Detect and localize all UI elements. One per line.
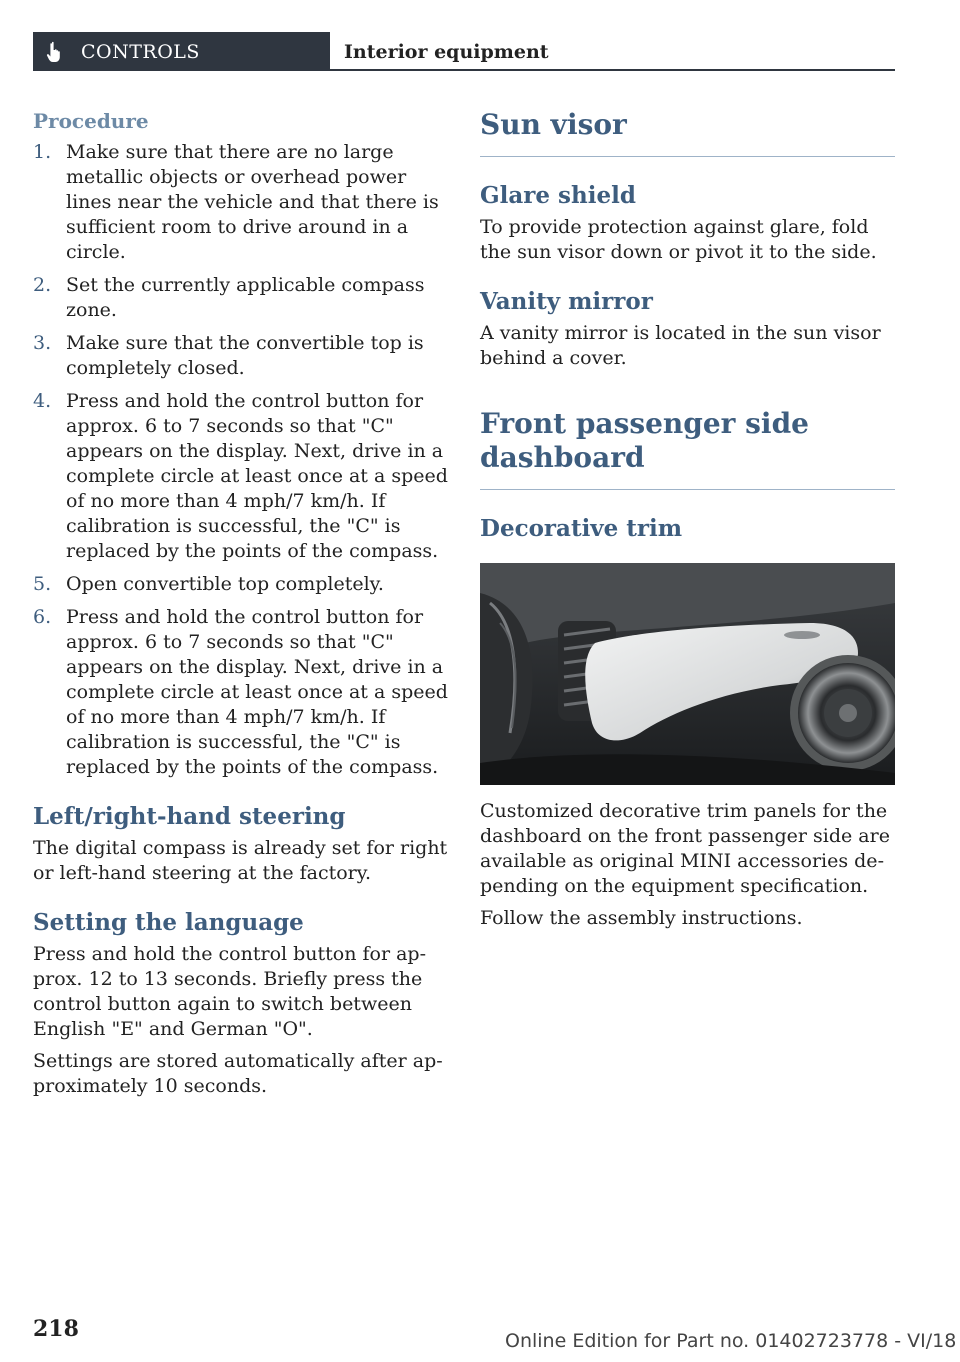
procedure-heading: Procedure (33, 109, 149, 133)
dashboard-heading: Front passenger side dashboard (480, 407, 809, 474)
sun-visor-heading: Sun visor (480, 108, 627, 141)
hand-pointer-icon (43, 41, 65, 63)
header-title-area (330, 32, 895, 71)
vanity-mirror-heading: Vanity mirror (480, 288, 653, 315)
header-section-label: CONTROLS (81, 40, 200, 63)
procedure-steps (33, 140, 448, 780)
decorative-trim-text-1: Customized decorative trim panels for the dashboard on the front passenger side are available as original MINI accessories depending on the equipment specification. (480, 800, 890, 897)
section-divider (480, 489, 895, 490)
header-title: Interior equipment (344, 40, 549, 63)
language-text-1: Press and hold the control button for approx. 12 to 13 seconds. Briefly press the control button again to switch between English "E" and German "O". (33, 943, 427, 1040)
vanity-mirror-text: A vanity mirror is located in the sun visor behind a cover. (480, 322, 881, 369)
step-text: Press and hold the control button for approx. 6 to 7 seconds so that "C" appears on the display. Next, drive in a complete circle at least once at a speed of no more than 4 mph/7 km/h. If calibration is successful, the "C" is replaced by the points of the compass. (66, 606, 448, 778)
footer-edition: Online Edition for Part no. 01402723778 - VI/18 (505, 1330, 957, 1352)
step-text: Press and hold the control button for approx. 6 to 7 seconds so that "C" appears on the display. Next, drive in a complete circle at least once at a speed of no more than 4 mph/7 km/h. If calibration is successful, the "C" is replaced by the points of the compass. (66, 390, 448, 562)
procedure-step (33, 389, 448, 564)
glare-shield-heading: Glare shield (480, 182, 636, 209)
procedure-step (33, 572, 448, 597)
right-column (480, 108, 895, 931)
section-divider (480, 156, 895, 157)
dashboard-trim-photo (480, 563, 895, 785)
procedure-step (33, 273, 448, 323)
step-text: Open convertible top completely. (66, 573, 384, 595)
decorative-trim-heading: Decorative trim (480, 515, 683, 542)
language-text-2: Settings are stored automatically after approximately 10 seconds. (33, 1050, 443, 1097)
steering-heading: Left/right-hand steering (33, 803, 346, 830)
steering-text: The digital compass is already set for right or left-hand steering at the factory. (33, 837, 448, 884)
procedure-step (33, 331, 448, 381)
step-number: 2. (33, 274, 52, 296)
step-text: Set the currently applicable compass zone. (66, 274, 425, 321)
header-rule (330, 69, 895, 71)
language-heading: Setting the language (33, 909, 304, 936)
procedure-step (33, 605, 448, 780)
procedure-step (33, 140, 448, 265)
step-number: 1. (33, 141, 52, 163)
glare-shield-text: To provide protection against glare, fold the sun visor down or pivot it to the side. (480, 216, 877, 263)
step-number: 3. (33, 332, 52, 354)
step-number: 4. (33, 390, 52, 412)
step-text: Make sure that there are no large metallic objects or overhead power lines near the vehicle and that there is sufficient room to drive around in a circle. (66, 141, 439, 263)
header-section-tab (33, 32, 330, 71)
step-text: Make sure that the convertible top is completely closed. (66, 332, 424, 379)
page-number: 218 (33, 1316, 79, 1342)
step-number: 6. (33, 606, 52, 628)
step-number: 5. (33, 573, 52, 595)
decorative-trim-text-2: Follow the assembly instructions. (480, 907, 803, 929)
left-column (33, 108, 448, 1099)
